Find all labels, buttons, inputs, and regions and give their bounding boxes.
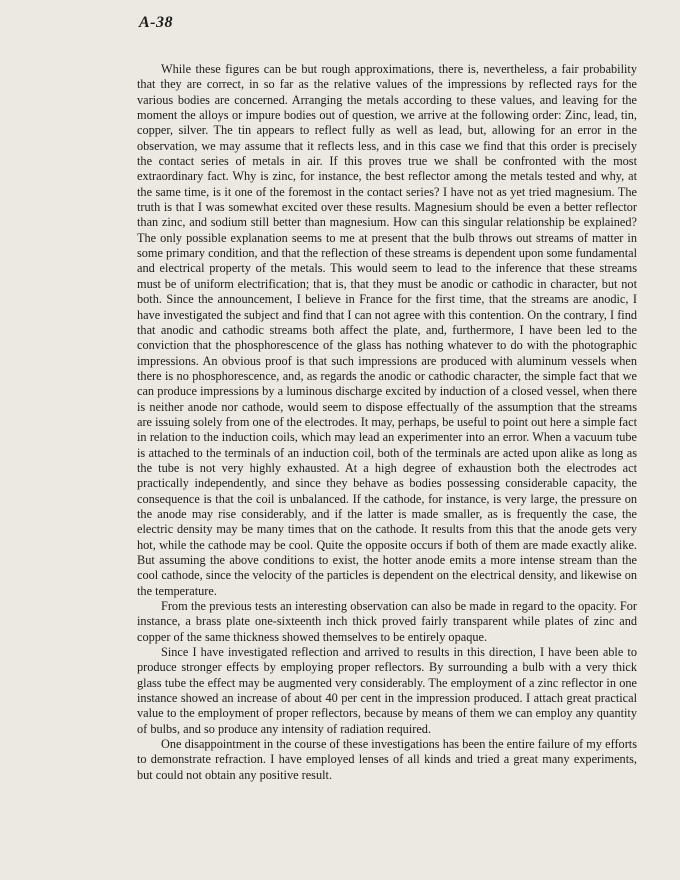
paragraph-opacity: From the previous tests an interesting observation can also be made in regard to the opacity. For instance, a brass plate one-sixteenth inch thick proved fairly transparent while plates of zinc and copper of the same thickness showed themselves to be entirely opaque.	[137, 599, 637, 644]
paragraph-refraction: One disappointment in the course of these investigations has been the entire failure of my efforts to demonstrate refraction. I have employed lenses of all kinds and tried a great many experiments, but could not obtain any positive result.	[137, 737, 637, 782]
body-text	[137, 62, 637, 783]
paragraph-reflection-order: While these figures can be but rough approximations, there is, nevertheless, a fair probability that they are correct, in so far as the relative values of the impressions by reflected rays for the various bodies are concerned. Arranging the metals according to these values, and leaving for the moment the alloys or impure bodies out of question, we arrive at the following order: Zinc, lead, tin, copper, silver. The tin appears to reflect fully as well as lead, but, allowing for an error in the observation, we may assume that it reflects less, and in this case we find that this order is precisely the contact series of metals in air. If this proves true we shall be confronted with the most extraordinary fact. Why is zinc, for instance, the best reflector among the metals tested and why, at the same time, is it one of the foremost in the contact series? I have not as yet tried magnesium. The truth is that I was somewhat excited over these results. Magnesium should be even a better reflector than zinc, and sodium still better than magnesium. How can this singular relationship be explained? The only possible explanation seems to me at present that the bulb throws out streams of matter in some primary condition, and that the reflection of these streams is dependent upon some fundamental and electrical property of the metals. This would seem to lead to the inference that these streams must be of uniform electrification; that is, that they must be anodic or cathodic in character, but not both. Since the announcement, I believe in France for the first time, that the streams are anodic, I have investigated the subject and find that I can not agree with this contention. On the contrary, I find that anodic and cathodic streams both affect the plate, and, furthermore, I have been led to the conviction that the phosphorescence of the glass has nothing whatever to do with the photographic impressions. An obvious proof is that such impressions are produced with aluminum vessels when there is no phosphorescence, and, as regards the anodic or cathodic character, the simple fact that we can produce impressions by a luminous discharge excited by induction of a closed vessel, when there is neither anode nor cathode, would seem to dispose effectually of the assumption that the streams are issuing solely from one of the electrodes. It may, perhaps, be useful to point out here a simple fact in relation to the induction coils, which may lead an experimenter into an error. When a vacuum tube is attached to the terminals of an induction coil, both of the terminals are acted upon alike as long as the tube is not very highly exhausted. At a high degree of exhaustion both the electrodes act practically independently, and since they behave as bodies possessing considerable capacity, the consequence is that the coil is unbalanced. If the cathode, for instance, is very large, the pressure on the anode may rise considerably, and if the latter is made smaller, as is frequently the case, the electric density may be many times that on the cathode. It results from this that the anode gets very hot, while the cathode may be cool. Quite the opposite occurs if both of them are made exactly alike. But assuming the above conditions to exist, the hotter anode emits a more intense stream than the cool cathode, since the velocity of the particles is dependent on the electrical density, and likewise on the temperature.	[137, 62, 637, 598]
page-number: A-38	[139, 14, 173, 31]
paragraph-reflectors: Since I have investigated reflection and arrived to results in this direction, I have been able to produce stronger effects by employing proper reflectors. By surrounding a bulb with a very thick glass tube the effect may be augmented very considerably. The employment of a zinc reflector in one instance showed an increase of about 40 per cent in the impression produced. I attach great practical value to the employment of proper reflectors, because by means of them we can employ any quantity of bulbs, and so produce any intensity of radiation required.	[137, 645, 637, 736]
